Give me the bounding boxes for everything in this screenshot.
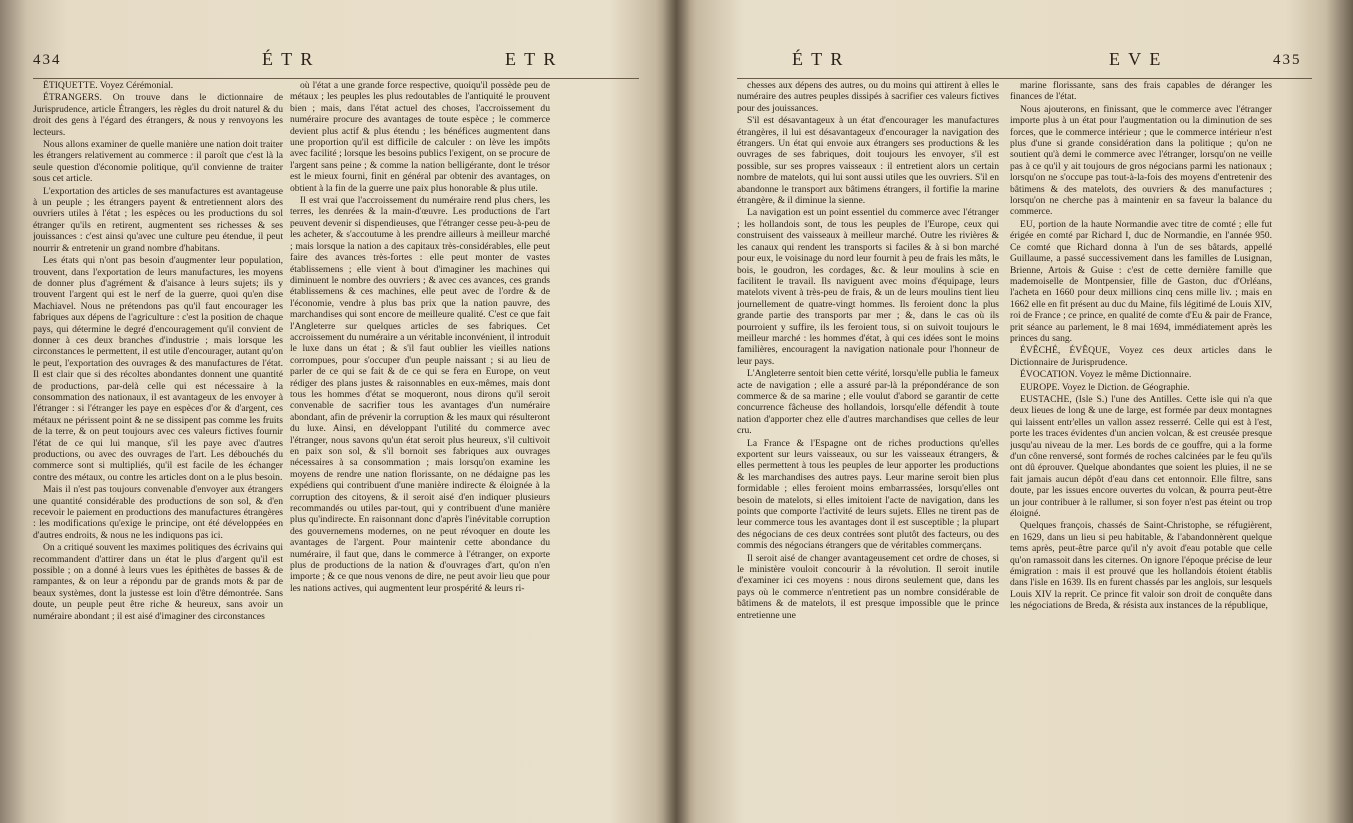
page-number-right: 435: [1273, 52, 1302, 68]
paragraph: La France & l'Espagne ont de riches productions qu'elles exportent sur leurs vaisseaux, ou sur les vaisseaux étrangers, & elles permettent à tous les peuples de leur apporter les productions & les marchandises des autres pays. Leur marine seroit bien plus formidable ; elles feroient moins embarrassées, lorsqu'elles ont besoin de matelots, si elles imitoient l'acte de navigation, dans les points que comporte l'activité de leurs sujets. Elles ne tirent pas de leur commerce tous les avantages dont il est susceptible ; la plupart des négocians de ces deux contrées sont plutôt des facteurs, ou des commis des négocians étrangers que de véritables commerçans.: [737, 437, 999, 552]
paragraph: Mais il n'est pas toujours convenable d'envoyer aux étrangers une quantité considérable des productions de son sol, & d'en recevoir le paiement en productions des manufactures étrangères : les modifications qu'exige le principe, ont été développées en d'autres endroits, & nous ne les indiquons pas ici.: [33, 484, 283, 541]
right-page: [677, 0, 1353, 823]
left-running-head: [0, 49, 676, 72]
paragraph: On a critiqué souvent les maximes politiques des écrivains qui recommandent d'attirer dans un état le plus d'argent qu'il est possible ; on a donné à leurs vues les épithètes de basses & de rampantes, & on leur a répondu par de grands mots & par de beaux systèmes, dont la justesse est loin d'être démontrée. Sans doute, un peuple peut être riche & heureux, sans avoir un numéraire abondant ; il est aisé d'imaginer des circonstances: [33, 542, 283, 622]
paragraph: L'Angleterre sentoit bien cette vérité, lorsqu'elle publia le fameux acte de navigation ; elle a assuré par-là la prépondérance de son commerce & de sa marine ; elle voulut d'abord se garantir de cette concurrence fâcheuse des hollandois, lorsqu'elle défendit à toute nation d'apporter chez elle d'autres marchandises que celles de leur cru.: [737, 368, 999, 437]
paragraph: EUSTACHE, (Isle S.) l'une des Antilles. Cette isle qui n'a que deux lieues de long & une de large, est formée par deux montagnes qui laissent entr'elles un vallon assez resserré. Celle qui est à l'est, porte les traces évidentes d'un ancien volcan, & est creusée presque jusqu'au niveau de la mer. Les bords de ce gouffre, qui a la forme d'un cône renversé, sont formés de roches calcinées par le feu qu'ils ont dû éprouver. Quelque abondantes que soient les pluies, il ne se fait jamais aucun dépôt d'eau dans cet entonnoir. Elle filtre, sans doute, par les issues encore ouvertes du volcan, & pourra peut-être un jour contribuer à le rallumer, si son foyer n'est pas éteint ou trop éloigné.: [1010, 393, 1272, 520]
text-column-3: [737, 80, 999, 815]
paragraph: EUROPE. Voyez le Diction. de Géographie.: [1020, 381, 1190, 393]
paragraph: chesses aux dépens des autres, ou du moins qui attirent à elles le numéraire des autres peuples dissipés à sacrifier ces valeurs fictives pour des jouissances.: [737, 80, 999, 114]
paragraph: Il seroit aisé de changer avantageusement cet ordre de choses, si le ministère vouloit concourir à la révolution. Il seroit inutile d'examiner ici ces moyens : nous dirons seulement que, dans les pays où le commerce n'entretient pas un nombre considérable de bâtimens & de matelots, il est presque impossible que le prince entretienne une: [737, 552, 999, 621]
right-running-head: [677, 49, 1353, 72]
paragraph: où l'état a une grande force respective, quoiqu'il possède peu de métaux ; les peuples les plus redoutables de l'antiquité le prouvent bien ; mais, dans l'état actuel des choses, l'accroissement du numéraire procure des avantages de toute espèce ; le commerce devient plus actif & plus étendu ; les bénéfices augmentent dans une proportion qu'il est difficile de calculer : on lève les impôts avec facilité ; lorsque les besoins publics l'exigent, on se procure de l'argent sans peine ; & comme la nation belligérante, dont le trésor est le mieux fourni, finit en général par obtenir des avantages, on obtient à la fin de la guerre une paix plus honorable & plus utile.: [290, 80, 550, 194]
text-column-4: [1010, 80, 1272, 815]
paragraph: Les états qui n'ont pas besoin d'augmenter leur population, trouvent, dans l'exportation de leurs manufactures, les moyens de donner plus d'agrément & d'aisance à leurs sujets; ils y trouvent l'argent qui est le nerf de la guerre, quoi qu'en dise Machiavel. Nous ne prétendons pas qu'il faut encourager les fabriques aux dépens de l'agriculture : c'est la position de chaque pays, qui détermine le degré d'encouragement qu'il convient de donner à ces deux branches d'industrie ; mais lorsque les circonstances le permettent, il est utile d'encourager, autant qu'on le peut, l'exportation des ouvrages & des manufactures de l'état. Il est clair que si des récoltes abondantes donnent une quantité de productions, par-delà celle qui est nécessaire à la consommation des nationaux, il est avantageux de les envoyer à l'étranger : si l'étranger les paye en espèces d'or & d'argent, ces métaux ne périssent point & ne se dissipent pas comme les fruits de la terre, & on peut toujours avec ces valeurs fictives fournir l'état de ce qui lui manque, s'il les paye avec d'autres productions, ou avec des ouvrages de l'art. Les débouchés du commerce sont si multipliés, qu'il est facile de les échanger contre des métaux, ou contre les articles dont on a le plus besoin.: [33, 255, 283, 483]
header-rule: [33, 78, 639, 79]
running-head-left-inner: E T R: [505, 49, 558, 69]
paragraph: Il est vrai que l'accroissement du numéraire rend plus chers, les terres, les denrées & la main-d'œuvre. Les productions de l'art peuvent devenir si dispendieuses, que l'étranger cesse peu-à-peu de les acheter, & s'accoutume à les prendre ailleurs à meilleur marché ; mais lorsque la nation a des capitaux très-considérables, elle peut faire des avances très-fortes : elle peut monter de vastes établissemens ; elle vient à bout d'imaginer les machines qui diminuent le nombre des ouvriers ; & avec ces avances, ces grands établissemens & ces machines, elle peut avec de l'ordre & de l'économie, vendre à plus bas prix que la nation pauvre, des marchandises qui sont encore de meilleure qualité. C'est ce que fait l'Angleterre sur quelques articles de ses fabriques. Cet accroissement du numéraire a un véritable inconvénient, il introduit le luxe dans un état ; & s'il faut oublier les vieilles nations corrompues, pour s'occuper d'un peuple naissant ; si au lieu de parler de ce qui se fait & de ce qui se fera en Europe, on veut rédiger des plans justes & raisonnables en eux-mêmes, mais dont tous les hommes d'état se moqueront, nous dirons qu'il seroit convenable de sacrifier tous les avantages d'un numéraire abondant, afin de prévenir la corruption & les maux qui résulteront du luxe. Ainsi, en développant l'utilité du commerce avec l'étranger, nous savons qu'un état seroit plus heureux, s'il cultivoit en paix son sol, & s'il bornoit ses fabriques aux ouvrages nécessaires à sa consommation ; mais lorsqu'on examine les moyens de rendre une nation florissante, on ne dédaigne pas les expédiens qui contribuent d'une manière indirecte & éloignée à la corruption des citoyens, & il seroit aisé d'en indiquer plusieurs recommandés ou utiles par-tout, qui y contribuent d'une manière plus qu'indirecte. En raisonnant donc d'après l'inévitable corruption des gouvernemens modernes, on ne peut révoquer en doute les avantages de l'argent. Pour maintenir cette abondance du numéraire, il faut que, dans le commerce à l'étranger, on exporte plus de productions de la nation & d'ouvrages d'art, qu'on n'en importe ; & ce que nous venons de dire, ne peut avoir lieu que pour les nations actives, qui augmentent leur prospérité & leurs ri-: [290, 195, 550, 594]
paragraph: marine florissante, sans des frais capables de déranger les finances de l'état.: [1010, 80, 1272, 103]
page-number-left: 434: [33, 52, 62, 68]
paragraph: La navigation est un point essentiel du commerce avec l'étranger ; les hollandois sont, de tous les peuples de l'Europe, ceux qui construisent des vaisseaux à meilleur marché. Outre les rivières & les canaux qui rendent les transports si faciles & à si bon marché pour eux, le voisinage du nord leur fournit à peu de frais les mâts, le bois, le goudron, les cordages, &c. & leur moulins à scie en facilitent le travail. Ils naviguent avec moins d'équipage, leurs matelots vivent à très-peu de frais, & un de leurs moulins tient lieu journellement de quatre-vingt hommes. Ils feroient donc la plus grande partie des transports par mer ; &, dans le cas où ils pourroient y suffire, ils les feroient tous, si on suivoit toujours le meilleur marché : les hommes d'état, à qui ces idées sont le moins familières, encouragent la navigation nationale pour l'honneur de leur pays.: [737, 207, 999, 367]
paragraph: L'exportation des articles de ses manufactures est avantageuse à un peuple ; les étrangers payent & entretiennent alors des ouvriers utiles à l'état ; les espèces ou les productions du sol étranger qu'ils en retirent, augmentent ses richesses & ses jouissances : c'est ainsi qu'avec une culture peu étendue, il peut nourrir & entretenir un grand nombre d'habitans.: [33, 185, 283, 254]
paragraph: Nous allons examiner de quelle manière une nation doit traiter les étrangers relativement au commerce : il paroît que c'est là la seule question d'économie politique, qu'il convienne de traiter sous cet article.: [33, 139, 283, 185]
running-head-left-outer: É T R: [262, 49, 315, 69]
header-rule: [737, 78, 1312, 79]
text-column-1: [33, 80, 283, 815]
paragraph: EU, portion de la haute Normandie avec titre de comté ; elle fut érigée en comté par Richard I, duc de Normandie, en l'année 950. Ce comté que Richard donna à l'un de ses bâtards, appellé Guillaume, a passé successivement dans les familles de Lusignan, Brienne, Artois & Guise : c'est de cette dernière famille que mademoiselle de Montpensier, fille de Gaston, duc d'Orléans, l'acheta en 1660 pour deux millions cinq cens mille liv. ; mais en 1662 elle en fit présent au duc du Maine, fils légitimé de Louis XIV, roi de France ; ce prince, en qualité de comte d'Eu & pair de France, prit séance au parlement, le 8 mai 1694, immédiatement après les princes du sang.: [1010, 218, 1272, 344]
paragraph: ÉVOCATION. Voyez le même Dictionnaire.: [1020, 369, 1192, 381]
paragraph: ÉVÊCHÉ, ÉVÊQUE, Voyez ces deux articles dans le Dictionnaire de Jurisprudence.: [1010, 345, 1272, 368]
paragraph: S'il est désavantageux à un état d'encourager les manufactures étrangères, il lui est désavantageux d'encourager la navigation des étrangers. Un état qui envoie aux étrangers ses productions & les ouvrages de ses fabriques, doit toujours les envoyer, s'il est possible, sur ses propres vaisseaux : il entretient alors un certain nombre de matelots, qui lui sont aussi utiles que les ouvriers. S'il en abandonne le transport aux bâtimens étrangers, il fortifie la marine étrangère, & il diminue la sienne.: [737, 115, 999, 207]
running-head-right-outer: E V E: [1109, 49, 1163, 69]
left-page: [0, 0, 676, 823]
text-column-2: [290, 80, 550, 815]
paragraph: Nous ajouterons, en finissant, que le commerce avec l'étranger importe plus à un état pour l'augmentation ou la diminution de ses forces, que le commerce intérieur ; que le commerce intérieur n'est plus d'une si grande considération dans la politique ; qu'on ne soutient qu'à demi le commerce avec l'étranger, lorsqu'on ne veille pas à ce qu'il y ait toujours de gros négocians parmi les nationaux ; lorsqu'on ne s'occupe pas tout-à-la-fois des moyens d'entretenir des bâtimens & des matelots, des ouvriers & des manufactures ; lorsqu'on ne cherche pas à maintenir en sa faveur la balance du commerce.: [1010, 103, 1272, 218]
paragraph: ÉTRANGERS. On trouve dans le dictionnaire de Jurisprudence, article Étrangers, les règles du droit naturel & du droit des gens à l'égard des étrangers, & nous y renvoyons les lecteurs.: [33, 92, 283, 138]
paragraph: ÉTIQUETTE. Voyez Cérémonial.: [43, 80, 174, 91]
paragraph: Quelques françois, chassés de Saint-Christophe, se réfugièrent, en 1629, dans un lieu si peu habitable, & l'abandonnèrent quelque tems après, peut-être parce qu'il n'y avoit d'eau potable que celle qu'on ramassoit dans les citernes. On ignore l'époque précise de leur émigration : mais il est prouvé que les hollandois étoient établis dans l'isle en 1639. Ils en furent chassés par les anglois, sur lesquels Louis XIV la reprit. Ce prince fit valoir son droit de conquête dans les négociations de Breda, & résista aux instances de la république,: [1010, 520, 1272, 612]
running-head-right-inner: É T R: [792, 49, 845, 69]
